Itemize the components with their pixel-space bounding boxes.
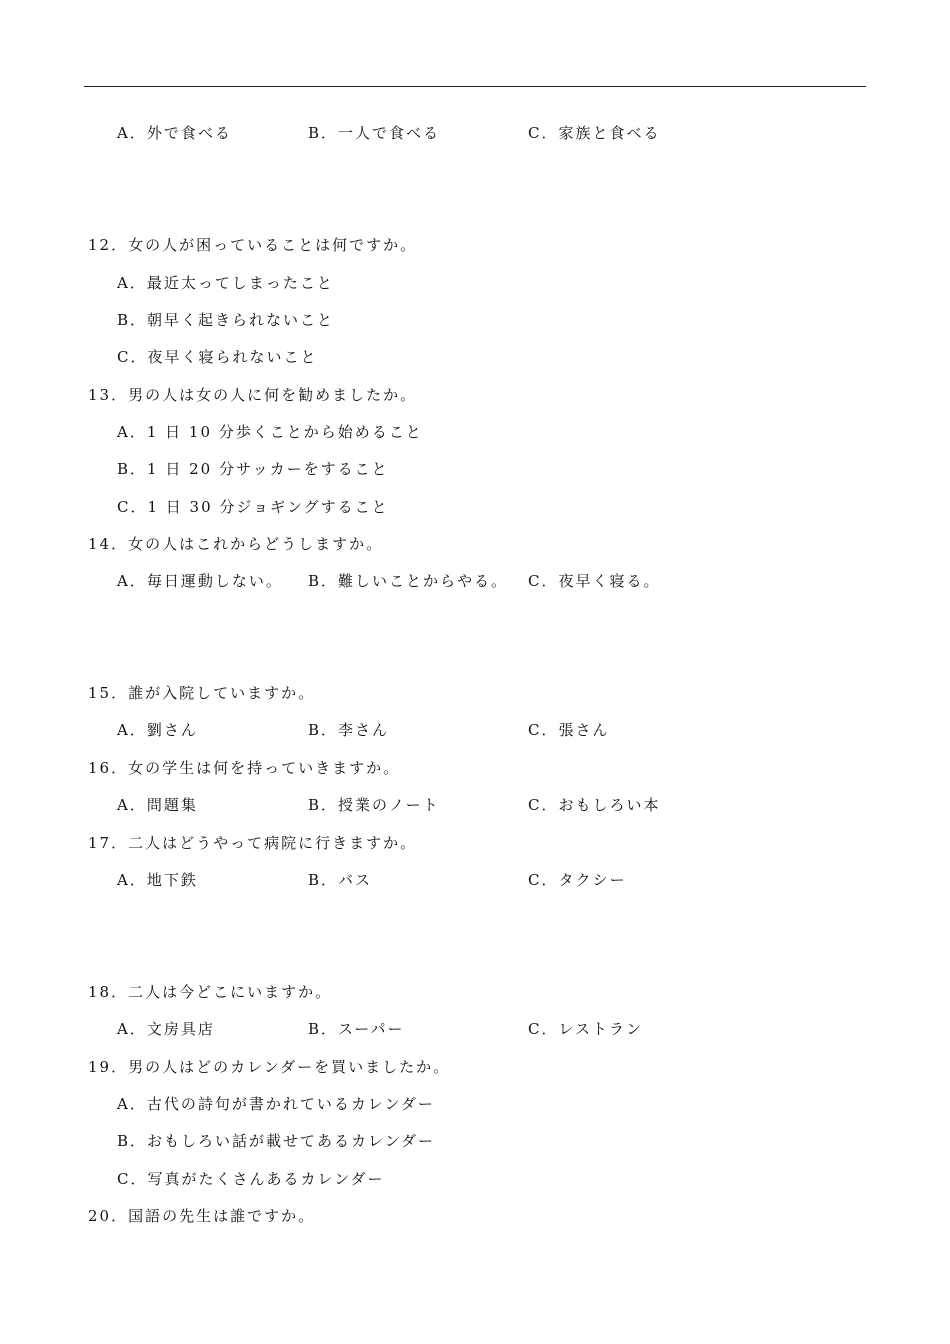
question-text: 14．女の人はこれからどうしますか。 <box>88 535 384 553</box>
option-c: C．家族と食べる <box>528 124 661 142</box>
question-row <box>0 1204 950 1228</box>
option-b: B．スーパー <box>308 1020 405 1038</box>
option-a: A．地下鉄 <box>117 871 198 889</box>
option-c: C．夜早く寝る。 <box>528 572 661 590</box>
option-c: C．おもしろい本 <box>528 796 661 814</box>
option-row <box>0 345 950 369</box>
question-text: 16．女の学生は何を持っていきますか。 <box>88 759 401 777</box>
option-text: A．古代の詩句が書かれているカレンダー <box>117 1095 435 1113</box>
option-text: B．1 日 20 分サッカーをすること <box>117 460 389 478</box>
option-a: A．文房具店 <box>117 1020 215 1038</box>
question-text: 13．男の人は女の人に何を勧めましたか。 <box>88 386 418 404</box>
option-c: C．張さん <box>528 721 610 739</box>
question-row <box>0 532 950 556</box>
option-row <box>0 271 950 295</box>
question-row <box>0 681 950 705</box>
option-row <box>0 569 950 593</box>
question-text: 20．国語の先生は誰ですか。 <box>88 1207 316 1225</box>
option-a: A．問題集 <box>117 796 198 814</box>
option-b: B．授業のノート <box>308 796 440 814</box>
question-row <box>0 233 950 257</box>
option-c: C．タクシー <box>528 871 627 889</box>
question-row <box>0 980 950 1004</box>
option-row <box>0 420 950 444</box>
option-a: A．劉さん <box>117 721 198 739</box>
option-text: B．朝早く起きられないこと <box>117 311 335 329</box>
option-text: B．おもしろい話が載せてあるカレンダー <box>117 1132 436 1150</box>
option-row <box>0 868 950 892</box>
option-a: A．外で食べる <box>117 124 232 142</box>
question-text: 17．二人はどうやって病院に行きますか。 <box>88 834 418 852</box>
header-rule <box>84 86 866 87</box>
option-row <box>0 1017 950 1041</box>
option-text: C．1 日 30 分ジョギングすること <box>117 498 389 516</box>
option-b: B．難しいことからやる。 <box>308 572 509 590</box>
question-row <box>0 1055 950 1079</box>
option-text: C．写真がたくさんあるカレンダー <box>117 1170 385 1188</box>
question-text: 19．男の人はどのカレンダーを買いましたか。 <box>88 1058 451 1076</box>
option-b: B．バス <box>308 871 373 889</box>
question-row <box>0 383 950 407</box>
option-c: C．レストラン <box>528 1020 644 1038</box>
option-row <box>0 793 950 817</box>
question-row <box>0 756 950 780</box>
option-row <box>0 495 950 519</box>
option-text: A．最近太ってしまったこと <box>117 274 334 292</box>
option-text: C．夜早く寝られないこと <box>117 348 318 366</box>
question-row <box>0 831 950 855</box>
option-b: B．李さん <box>308 721 390 739</box>
option-row <box>0 1092 950 1116</box>
option-row <box>0 1129 950 1153</box>
question-text: 12．女の人が困っていることは何ですか。 <box>88 236 418 254</box>
question-text: 15．誰が入院していますか。 <box>88 684 316 702</box>
option-text: A．1 日 10 分歩くことから始めること <box>117 423 423 441</box>
option-row <box>0 308 950 332</box>
option-row <box>0 1167 950 1191</box>
question-text: 18．二人は今どこにいますか。 <box>88 983 333 1001</box>
option-row <box>0 121 950 145</box>
option-b: B．一人で食べる <box>308 124 441 142</box>
option-row <box>0 718 950 742</box>
option-a: A．毎日運動しない。 <box>117 572 283 590</box>
option-row <box>0 457 950 481</box>
